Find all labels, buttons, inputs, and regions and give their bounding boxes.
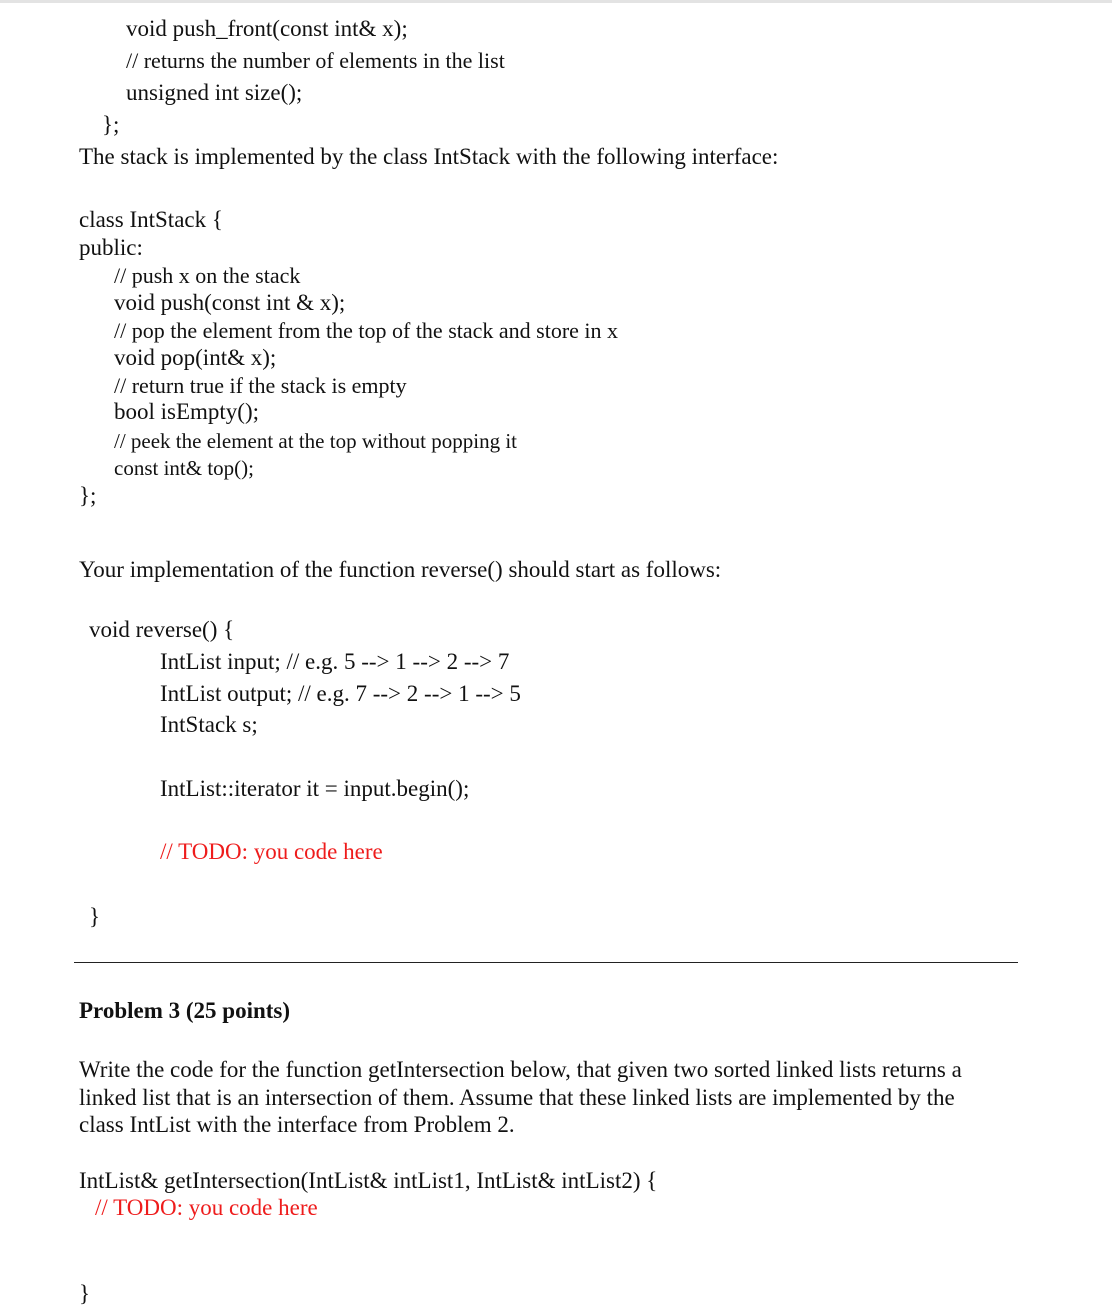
input-list-decl: IntList input; // e.g. 5 --> 1 --> 2 --> 7 [160, 649, 510, 674]
section-divider [74, 962, 1018, 963]
intstack-member: // pop the element from the top of the stack and store in x [114, 318, 619, 343]
intstack-class-header: class IntStack { [79, 207, 223, 232]
iterator-decl: IntList::iterator it = input.begin(); [160, 776, 470, 801]
intstack-member: void push(const int & x); [114, 290, 346, 315]
get-intersection-signature: IntList& getIntersection(IntList& intList1, IntList& intList2) { [79, 1168, 658, 1193]
reverse-todo-comment: // TODO: you code here [160, 839, 383, 864]
intersection-todo-comment: // TODO: you code here [95, 1195, 318, 1220]
size-comment: // returns the number of elements in the list [126, 48, 505, 73]
intlist-class-close: }; [102, 112, 120, 137]
intstack-member: const int& top(); [114, 456, 254, 480]
problem-3-description-line: linked list that is an intersection of them. Assume that these linked lists are implemented by the [79, 1085, 955, 1110]
intstack-member: // push x on the stack [114, 263, 301, 288]
problem-3-description-line: Write the code for the function getIntersection below, that given two sorted linked lists returns a [79, 1057, 962, 1082]
output-list-decl: IntList output; // e.g. 7 --> 2 --> 1 --> 5 [160, 681, 521, 706]
intstack-member: void pop(int& x); [114, 345, 277, 370]
size-decl: unsigned int size(); [126, 80, 303, 105]
problem-3-description-line: class IntList with the interface from Problem 2. [79, 1112, 515, 1137]
stack-intro-paragraph: The stack is implemented by the class IntStack with the following interface: [79, 144, 779, 169]
reverse-function-header: void reverse() { [89, 617, 235, 642]
stack-decl: IntStack s; [160, 712, 258, 737]
intstack-member: // return true if the stack is empty [114, 373, 407, 398]
problem-3-title: Problem 3 (25 points) [79, 998, 291, 1023]
reverse-intro-paragraph: Your implementation of the function reverse() should start as follows: [79, 557, 722, 582]
page-top-border [0, 0, 1112, 3]
get-intersection-close: } [79, 1281, 91, 1306]
intstack-class-close: }; [79, 483, 97, 508]
intstack-member: bool isEmpty(); [114, 399, 260, 424]
intstack-member: // peek the element at the top without popping it [114, 429, 517, 453]
intstack-access-public: public: [79, 235, 143, 260]
push-front-decl: void push_front(const int& x); [126, 16, 408, 41]
reverse-function-close: } [89, 904, 101, 929]
